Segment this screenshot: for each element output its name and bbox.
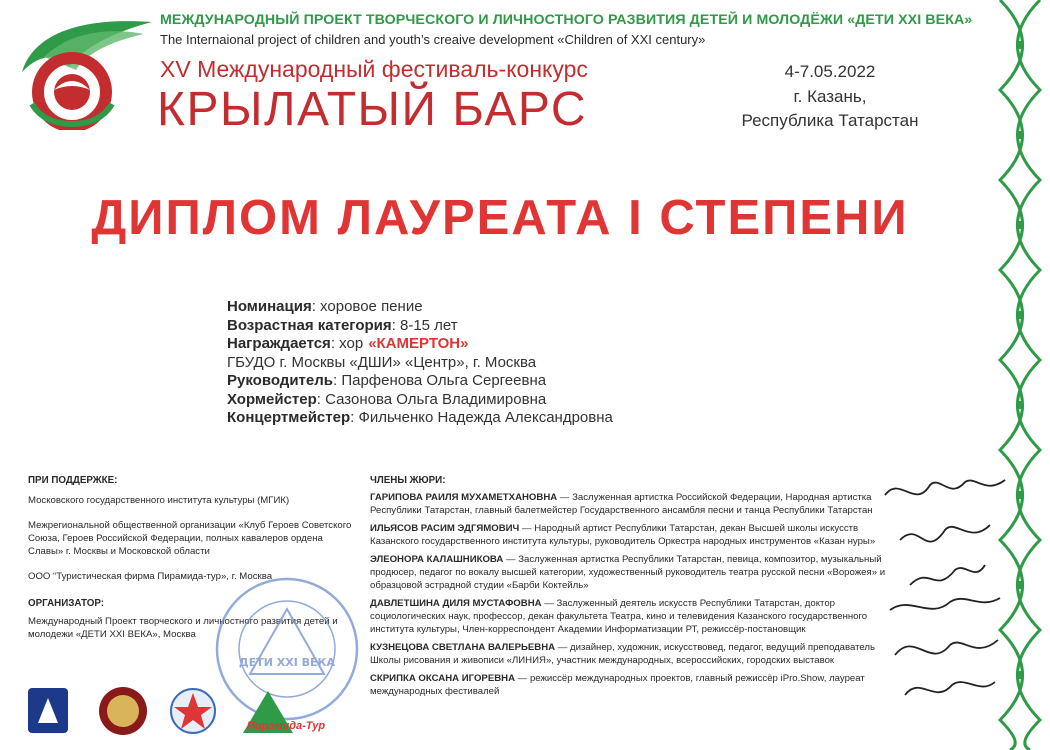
jury-member-name: ГАРИПОВА РАИЛЯ МУХАМЕТХАНОВНА bbox=[370, 492, 558, 503]
choirmaster-label: Хормейстер bbox=[227, 390, 317, 408]
accompanist-label: Концертмейстер bbox=[227, 409, 351, 426]
jury-member bbox=[370, 491, 900, 517]
institution-row: ГБУДО г. Москвы «ДШИ» «Центр», г. Москва bbox=[227, 353, 537, 371]
jury-member bbox=[370, 522, 900, 548]
support-item: Московского государственного института культуры (МГИК) bbox=[28, 495, 290, 506]
leader-label: Руководитель bbox=[227, 372, 333, 389]
leader-row bbox=[227, 372, 613, 391]
jury-member-desc: — режиссёр международных проектов, главный режиссёр iPro.Show, лауреат международных фестивалей bbox=[370, 673, 865, 697]
jury-title: ЧЛЕНЫ ЖЮРИ: bbox=[370, 475, 446, 486]
jury-member-name: ДАВЛЕТШИНА ДИЛЯ МУСТАФОВНА bbox=[370, 598, 542, 609]
event-region: Республика Татарстан bbox=[741, 111, 919, 130]
jury-list bbox=[370, 491, 900, 703]
organizer-title: ОРГАНИЗАТОР: bbox=[28, 598, 105, 609]
jury-member bbox=[370, 672, 900, 698]
nomination-value: : хоровое пение bbox=[311, 298, 423, 315]
organizer-text: Международный Проект творческого и личностного развития детей и молодежи «ДЕТИ XXI ВЕКА», Москва bbox=[28, 616, 338, 640]
nomination-row bbox=[227, 298, 613, 317]
support-title: ПРИ ПОДДЕРЖКЕ: bbox=[28, 475, 118, 486]
jury-member-name: СКРИПКА ОКСАНА ИГОРЕВНА bbox=[370, 673, 516, 684]
jury-member-desc: — Заслуженная артистка Российской Федерации, Народная артистка Республики Татарстан, главный балетмейстер Государственного ансамбля песни и танца Республики Татарстан bbox=[370, 492, 873, 516]
accompanist-row bbox=[227, 409, 613, 428]
partner-logos bbox=[28, 683, 328, 738]
stamp-text: ДЕТИ XXI ВЕКА bbox=[238, 656, 336, 669]
accompanist-value: : Фильченко Надежда Александровна bbox=[350, 409, 613, 426]
jury-member-desc: — Народный артист Республики Татарстан, декан Высшей школы искусств Казанского государственного института культуры, руководитель Оркестра народных инструментов «Казан нуры» bbox=[370, 523, 876, 547]
age-label: Возрастная категория bbox=[227, 316, 392, 334]
festival-subtitle: XV Международный фестиваль-конкурс bbox=[160, 56, 588, 82]
leader-value: : Парфенова Ольга Сергеевна bbox=[333, 372, 547, 389]
jury-member bbox=[370, 641, 900, 667]
jury-member-name: ИЛЬЯСОВ РАСИМ ЭДГЯМОВИЧ bbox=[370, 523, 520, 534]
jury-member bbox=[370, 597, 900, 636]
jury-member-name: ЭЛЕОНОРА КАЛАШНИКОВА bbox=[370, 554, 504, 565]
choirmaster-value: : Сазонова Ольга Владимировна bbox=[316, 390, 547, 408]
project-title-en: The Internaional project of children and youth’s creaive development «Children of XXI century» bbox=[160, 32, 706, 47]
nomination-label: Номинация bbox=[227, 298, 312, 315]
event-city: г. Казань, bbox=[793, 86, 867, 106]
diploma-title: ДИПЛОМ ЛАУРЕАТА I СТЕПЕНИ bbox=[91, 191, 909, 245]
awarded-row bbox=[227, 335, 613, 354]
piramida-logo-text: Пирамида-Тур bbox=[246, 720, 326, 732]
jury-member-desc: — Заслуженная артистка Республики Татарстан, певица, композитор, музыкальный продюсер, педагог по вокалу высшей категории, художественный руководитель театра русской песни «Ворожея» и образцовой эстрадной студии «Барби Коктейль» bbox=[370, 554, 886, 591]
support-item: Межрегиональной общественной организации «Клуб Героев Советского Союза, Героев Российской Федерации, полных кавалеров ордена Славы» г. Москвы и Московской области bbox=[28, 520, 352, 557]
ornamental-border bbox=[990, 0, 1050, 750]
jury-member-name: КУЗНЕЦОВА СВЕТЛАНА ВАЛЕРЬЕВНА bbox=[370, 642, 556, 653]
award-details bbox=[227, 298, 613, 428]
jury-member-desc: — Заслуженный деятель искусств Республики Татарстан, доктор социологических наук, профессор, декан факультета Театра, кино и телевидения Казанского государственного института культуры, Член-корреспондент Академии Информатизации РТ, режиссёр-постановщик bbox=[370, 598, 868, 635]
awarded-label: Награждается bbox=[227, 335, 331, 352]
event-info bbox=[700, 60, 960, 134]
awarded-name: «КАМЕРТОН» bbox=[368, 335, 469, 352]
festival-logo bbox=[14, 12, 154, 130]
awarded-value: : хор bbox=[330, 335, 364, 352]
event-date: 4-7.05.2022 bbox=[784, 62, 876, 81]
choirmaster-row bbox=[227, 391, 613, 410]
age-value: : 8-15 лет bbox=[391, 316, 458, 334]
support-item: ООО “Туристическая фирма Пирамида-тур», г. Москва bbox=[28, 571, 273, 582]
jury-member bbox=[370, 553, 900, 592]
age-row bbox=[227, 317, 613, 336]
jury-member-desc: — дизайнер, художник, искусствовед, педагог, ведущий преподаватель Школы рисования и живописи «ЛИНИЯ», участник международных, всероссийских, городских выставок bbox=[370, 642, 876, 666]
festival-title: КРЫЛАТЫЙ БАРС bbox=[157, 83, 587, 136]
project-title-ru: МЕЖДУНАРОДНЫЙ ПРОЕКТ ТВОРЧЕСКОГО И ЛИЧНОСТНОГО РАЗВИТИЯ ДЕТЕЙ И МОЛОДЁЖИ «ДЕТИ XXI ВЕКА» bbox=[160, 12, 973, 28]
